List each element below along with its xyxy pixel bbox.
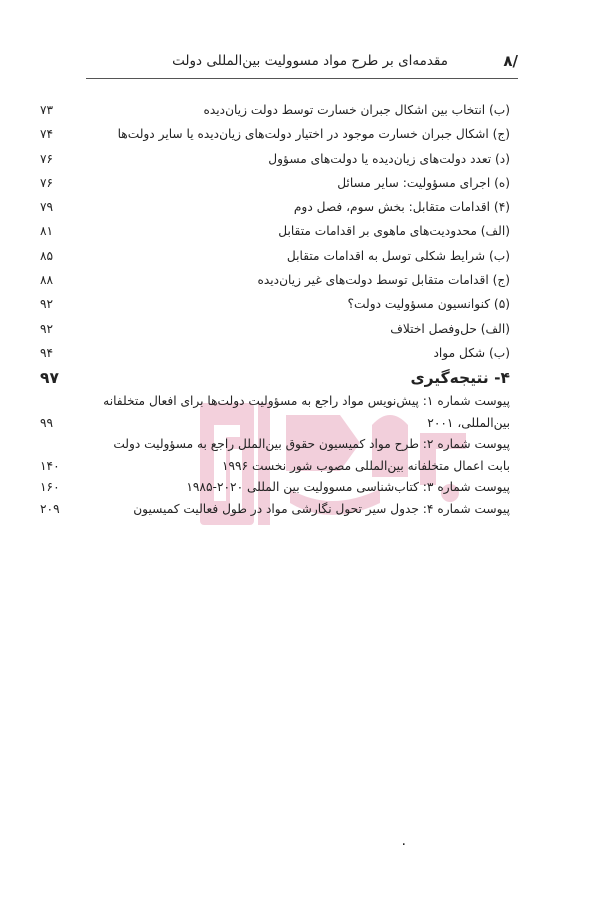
- toc-entry-page: ۷۶: [40, 151, 54, 166]
- running-title: مقدمه‌ای بر طرح مواد مسوولیت بین‌المللی دولت: [172, 53, 448, 69]
- toc-entry: [40, 147, 510, 171]
- appendix-page: ۲۰۹: [40, 501, 60, 516]
- toc-entry-page: ۸۸: [40, 273, 54, 288]
- appendix-page: ۹۹: [40, 415, 54, 430]
- toc-entry-title: (د) تعدد دولت‌های زیان‌دیده یا دولت‌های مسؤول: [268, 151, 510, 166]
- toc-entry-page: ۷۳: [40, 103, 54, 117]
- toc-entry-title: (ب) انتخاب بین اشکال جبران خسارت توسط دولت زیان‌دیده: [203, 103, 510, 117]
- header-rule: [86, 78, 518, 79]
- appendix-title-line2: بابت اعمال متخلفانه بین‌المللی مصوب شور نخست ۱۹۹۶: [221, 458, 510, 473]
- toc-appendix-entry: [40, 499, 510, 521]
- page-number: /۸: [503, 52, 518, 70]
- toc-entry-page: ۸۱: [40, 224, 54, 239]
- appendix-page: ۱۴۰: [40, 458, 60, 473]
- appendix-title: پیوست شماره ۳: کتاب‌شناسی مسوولیت بین المللی ۲۰۲۰-۱۹۸۵: [186, 480, 510, 495]
- footer-mark: ۰: [400, 836, 408, 852]
- toc-entry-title: (ه) اجرای مسؤولیت: سایر مسائل: [337, 175, 510, 190]
- toc-entry-page: ۷۹: [40, 200, 54, 215]
- toc-entry-page: ۷۴: [40, 127, 54, 142]
- toc-entry: [40, 122, 510, 146]
- toc-entry-title: (۵) کنوانسیون مسؤولیت دولت؟: [347, 297, 510, 312]
- toc-entry-title: (الف) حل‌وفصل اختلاف: [390, 321, 510, 336]
- toc-entry: [40, 244, 510, 268]
- toc-entry-title: (ج) اقدامات متقابل توسط دولت‌های غیر زیان‌دیده: [257, 273, 510, 288]
- appendix-title-line1: پیوست شماره ۲: طرح مواد کمیسیون حقوق بین‌الملل راجع به مسؤولیت دولت: [113, 437, 510, 452]
- toc-entry-page: ۹۴: [40, 345, 54, 360]
- toc-entry: [40, 268, 510, 292]
- toc-entry-title: (ب) شرایط شکلی توسل به اقدامات متقابل: [286, 248, 510, 263]
- toc-entry-title: (الف) محدودیت‌های ماهوی بر اقدامات متقابل: [278, 224, 510, 239]
- toc-appendix-entry: [40, 434, 510, 477]
- toc-entry-page: ۹۲: [40, 297, 54, 312]
- toc-appendix-entry: [40, 477, 510, 499]
- toc-entry-title: (ج) اشکال جبران خسارت موجود در اختیار دولت‌های زیان‌دیده یا سایر دولت‌ها: [117, 127, 510, 142]
- toc-heading-title: ۴- نتیجه‌گیری: [410, 369, 510, 388]
- toc-appendix-entry: [40, 391, 510, 434]
- appendix-title-line2: بین‌المللی، ۲۰۰۱: [427, 415, 510, 430]
- table-of-contents: [40, 98, 510, 520]
- toc-entry-page: ۹۲: [40, 321, 54, 336]
- toc-entry: [40, 98, 510, 122]
- appendix-page: ۱۶۰: [40, 480, 60, 495]
- toc-heading-page: ۹۷: [40, 369, 59, 388]
- toc-entry: [40, 219, 510, 243]
- toc-entry-title: (۴) اقدامات متقابل: بخش سوم، فصل دوم: [293, 200, 510, 215]
- toc-entry: [40, 317, 510, 341]
- appendix-title: پیوست شماره ۴: جدول سیر تحول نگارشی مواد در طول فعالیت کمیسیون: [133, 501, 510, 516]
- running-head: [86, 52, 518, 74]
- toc-entry: [40, 195, 510, 219]
- toc-entry-page: ۸۵: [40, 248, 54, 263]
- toc-entry: [40, 171, 510, 195]
- toc-entry: [40, 341, 510, 365]
- appendix-title-line1: پیوست شماره ۱: پیش‌نویس مواد راجع به مسؤولیت دولت‌ها برای افعال متخلفانه: [103, 394, 510, 409]
- toc-entry-page: ۷۶: [40, 175, 54, 190]
- toc-entry-title: (ب) شکل مواد: [433, 345, 510, 360]
- toc-entry: [40, 292, 510, 316]
- toc-section-heading: [40, 365, 510, 391]
